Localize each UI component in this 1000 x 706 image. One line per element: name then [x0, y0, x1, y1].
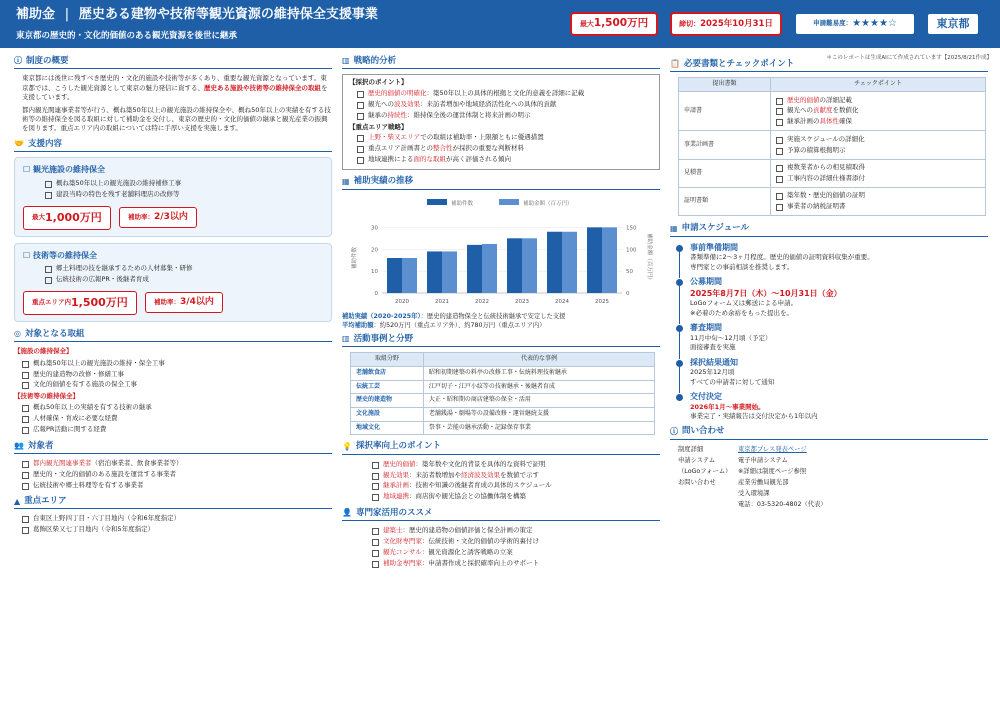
list-item: 郷土料理の技を継承するための人材募集・研修	[45, 264, 323, 273]
list-item: 歴史的価値：築年数や文化的背景を具体的な資料で証明	[372, 460, 660, 469]
y-tick-left: 20	[371, 246, 378, 253]
max-amount-badge: 最大 1,500万円	[570, 12, 658, 36]
list-item: 観光コンサル：観光資源化と誘客戦略の立案	[372, 548, 660, 557]
table-row: 申請書 歴史的価値の詳細記載 観光への貢献度を数値化 継承計画の具体性確保	[679, 92, 986, 131]
press-release-link[interactable]: 東京都プレス発表ページ	[738, 445, 807, 453]
schedule-step: 審査期間 11月中旬〜12月頃（予定） 面接審査を実施	[676, 322, 982, 352]
bar-amount	[562, 231, 577, 292]
page-title: 補助金 | 歴史ある建物や技術等観光資源の維持保全支援事業	[16, 7, 378, 22]
table-header: 提出書類	[679, 78, 771, 92]
list-item: 伝統技術や郷土料理等を有する事業者	[22, 481, 332, 490]
points-heading: 💡 採択率向上のポイント	[342, 440, 660, 454]
users-icon: 👥	[14, 440, 24, 450]
info-icon: ⓘ	[670, 426, 678, 436]
overview-text-1: 東京都には後世に残すべき歴史的・文化的施設や技術等が多くあり、重要な観光資源となっています。東京都では、こうした観光資源として東京の魅力発信に資する、歴史ある施設や技術等の維持保全の取組を支援しています。	[22, 74, 328, 102]
bar-chart-icon: ▦	[342, 176, 350, 186]
experts-heading: 👤 専門家活用のススメ	[342, 507, 660, 521]
table-row: 歴史的建造物 大正・昭和期の商店建築の保全・活用	[351, 394, 655, 408]
schedule-step: 公募期間 2025年8月7日（木）〜10月31日（金） LoGoフォーム又は郵送による申請。 ※必着のため余裕をもった提出を。	[676, 276, 982, 318]
info-icon: ⓘ	[14, 56, 22, 66]
list-item: 継承の持続性：維持保全後の運営体制と将来計画の明示	[357, 111, 653, 120]
bar-amount	[482, 244, 497, 293]
legend-swatch	[499, 199, 519, 205]
x-tick-label: 2025	[595, 298, 609, 305]
areas-heading: ▲ 重点エリア	[14, 495, 332, 509]
support-box-title: ☐ 観光施設の維持保全	[23, 165, 105, 175]
x-tick-label: 2020	[395, 298, 409, 305]
list-item: 上野・柴又エリアでの取組は補助率・上限額ともに優遇措置	[357, 133, 653, 142]
table-header: チェックポイント	[771, 78, 986, 92]
difficulty-stars: ★★★★☆	[852, 17, 897, 29]
targets-heading: ◎ 対象となる取組	[14, 328, 332, 342]
list-item: 概ね築50年以上の観光施設の維持・保全工事	[22, 359, 332, 368]
y-tick-left: 10	[371, 268, 378, 275]
list-item: 台東区上野四丁目・六丁目地内（令和6年度指定）	[22, 514, 332, 523]
schedule-heading: ▦ 申請スケジュール	[670, 222, 988, 236]
deadline-badge: 締切： 2025年10月31日	[670, 12, 782, 36]
results-heading: ▦ 補助実績の推移	[342, 175, 660, 189]
schedule-step: 交付決定 2026年1月〜事業開始。 事業完了・実績報告は交付決定から1年以内	[676, 391, 982, 421]
facility-max-pill: 最大 1,000万円	[23, 206, 111, 230]
table-header: 代表的な事例	[423, 353, 654, 367]
list-item: 歴史的・文化的価値のある施設を運営する事業者	[22, 470, 332, 479]
table-header: 取組分野	[351, 353, 424, 367]
list-item: 重点エリア計画書との整合性が採択の重要な判断材料	[357, 144, 653, 153]
chart-icon: ▥	[342, 334, 350, 344]
bar-count	[547, 231, 562, 292]
table-row: 事業計画書 実施スケジュールの詳細化 予算の積算根拠明示	[679, 131, 986, 159]
support-heading: 🤝 支援内容	[14, 138, 332, 152]
targets-group-title: 【施設の維持保全】	[14, 347, 73, 356]
region-badge: 東京都	[926, 12, 980, 36]
list-item: 伝統技術の広報PR・後継者育成	[45, 275, 323, 284]
list-item: 文化財専門家：伝統技術・文化的価値の学術的裏付け	[372, 537, 660, 546]
ai-generated-note: ＊このレポートは生成AIにて作成されています【2025/8/21作成】	[826, 55, 992, 61]
list-item: 歴史的建造物の改修・修繕工事	[22, 370, 332, 379]
lightbulb-icon: 💡	[342, 441, 352, 451]
docs-heading: 📋 必要書類とチェックポイント	[670, 58, 988, 72]
list-item: 概ね築50年以上の観光施設の維持補修工事	[45, 179, 323, 188]
list-item: 歴史的価値の明確化：築50年以上の具体的根拠と文化的意義を詳細に記載	[357, 89, 653, 98]
contact-info: 制度詳細 東京都プレス発表ページ 申請システム 電子申請システム （LoGoフォーム） ※詳細は制度ページ参照 お問い合わせ 産業労働局観光部 受入環境課 電話：03-5320-4802（代表）	[670, 445, 988, 510]
y-tick-right: 50	[626, 268, 633, 275]
list-item: 地域連携：商店街や観光協会との協働体制を構築	[372, 492, 660, 501]
support-box-facility	[14, 157, 332, 236]
x-tick-label: 2023	[515, 298, 529, 305]
list-item: 概ね50年以上の実績を有する技術の継承	[22, 403, 332, 412]
docs-table	[678, 77, 986, 216]
results-chart	[342, 195, 660, 307]
y-tick-right: 0	[626, 290, 630, 297]
y-tick-right: 150	[626, 224, 637, 231]
y-tick-right: 100	[626, 246, 637, 253]
cases-table	[350, 352, 655, 435]
bar-count	[427, 251, 442, 293]
header-bar	[0, 0, 1000, 48]
target-icon: ◎	[14, 329, 21, 339]
y-axis-label-right: 補助金額（百万円）	[646, 232, 652, 283]
targets-group-title: 【技術等の維持保全】	[14, 391, 79, 400]
warning-icon: ▲	[14, 496, 21, 506]
legend-label: 補助件数	[451, 200, 474, 207]
support-box-technique	[14, 243, 332, 322]
list-item: 補助金専門家：申請書作成と採択確率向上のサポート	[372, 559, 660, 568]
list-item: 文化的価値を有する施設の保全工事	[22, 380, 332, 389]
bar-amount	[522, 238, 537, 293]
bar-amount	[442, 251, 457, 293]
table-row: 地域文化 祭事・芸能の継承活動・記録保存事業	[351, 421, 655, 435]
results-summary: 補助実績（2020-2025年）：歴史的建造物保全と伝統技術継承で安定した支援	[342, 312, 566, 320]
bar-amount	[402, 258, 417, 293]
list-item: 人材確保・育成に必要な経費	[22, 414, 332, 423]
category-tag: 補助金	[16, 7, 56, 22]
bar-amount	[602, 227, 617, 293]
handshake-icon: 🤝	[14, 139, 24, 149]
list-item: 地域連携による面的な取組が高く評価される傾向	[357, 155, 653, 164]
eligible-heading: 👥 対象者	[14, 440, 332, 454]
x-tick-label: 2022	[475, 298, 489, 305]
bar-count	[587, 227, 602, 293]
strategy-box	[342, 74, 660, 170]
support-box-title: ☐ 技術等の維持保全	[23, 250, 97, 260]
list-item: 都内観光関連事業者（宿泊事業者、飲食事業者等）	[22, 459, 332, 468]
list-item: 観光効果：来訪者数増加や経済波及効果を数値で示す	[372, 471, 660, 480]
list-item: 葛飾区柴又七丁目地内（令和5年度指定）	[22, 525, 332, 534]
legend-label: 補助金額（百万円）	[523, 200, 573, 207]
y-tick-left: 0	[374, 290, 378, 297]
list-item: 継承計画：技術や知識の後継者育成の具体的スケジュール	[372, 481, 660, 490]
list-item: 建築士：歴史的建造物の価値評価と保全計画の策定	[372, 526, 660, 535]
table-row: 老舗飲食店 昭和初期建築の料亭の改修工事・伝統料理技術継承	[351, 366, 655, 380]
bar-count	[467, 244, 482, 292]
strategy-heading: ▥ 戦略的分析	[342, 55, 660, 69]
x-tick-label: 2021	[435, 298, 449, 305]
results-average: 平均補助額：約520万円（重点エリア外）、約780万円（重点エリア内）	[342, 321, 546, 329]
strategy-group-title: 【重点エリア戦略】	[349, 122, 408, 131]
technique-rate-pill: 補助率： 3/4以内	[145, 292, 223, 313]
bar-count	[507, 238, 522, 293]
cases-heading: ▥ 活動事例と分野	[342, 333, 660, 347]
facility-rate-pill: 補助率： 2/3以内	[119, 207, 197, 228]
schedule-step: 事前準備期間 書類準備に2〜3ヶ月程度。歴史的価値の証明資料収集が重要。 専門家との事前相談を推奨します。	[676, 242, 982, 272]
chart-icon: ▥	[342, 56, 350, 66]
x-tick-label: 2024	[555, 298, 569, 305]
calendar-icon: ▦	[670, 223, 678, 233]
clipboard-icon: 📋	[670, 59, 680, 69]
table-row: 証明書類 築年数・歴史的価値の証明 事業者の納税証明書	[679, 187, 986, 215]
page-subtitle: 東京都の歴史的・文化的価値のある観光資源を後世に継承	[16, 31, 238, 41]
legend-swatch	[427, 199, 447, 205]
list-item: 建設当時の特色を残す老舗料理店の改修等	[45, 190, 323, 199]
contact-heading: ⓘ 問い合わせ	[670, 425, 988, 439]
y-tick-left: 30	[371, 224, 378, 231]
program-title: 歴史ある建物や技術等観光資源の維持保全支援事業	[78, 7, 378, 22]
user-icon: 👤	[342, 508, 352, 518]
list-item: 広報PR活動に関する経費	[22, 425, 332, 434]
table-row: 伝統工芸 江戸切子・江戸小紋等の技術継承・後継者育成	[351, 380, 655, 394]
y-axis-label-left: 補助件数	[352, 246, 358, 269]
schedule-step: 採択結果通知 2025年12月頃 すべての申請者に対して通知	[676, 357, 982, 387]
schedule-timeline	[670, 242, 988, 422]
bar-count	[387, 258, 402, 293]
table-row: 文化施設 老舗銭湯・劇場等の設備改修・運営継続支援	[351, 407, 655, 421]
overview-text-2: 都内観光関連事業者等が行う、概ね築50年以上の観光施設の維持保全や、概ね50年以上の実績を有する技術等の維持保全を図る取組に対して補助金を交付し、東京の歴史的・文化的価値の継承と観光産業の振興を図ります。重点エリア内の取組については特に手厚い支援を実施します。	[22, 105, 331, 133]
list-item: 観光への波及効果：来訪者増加や地域経済活性化への具体的貢献	[357, 100, 653, 109]
difficulty-badge: 申請難易度： ★★★★☆	[794, 12, 916, 36]
table-row: 見積書 複数業者からの相見積取得 工事内容の詳細仕様書添付	[679, 159, 986, 187]
technique-max-pill: 重点エリア内 1,500万円	[23, 291, 137, 315]
overview-heading: ⓘ 制度の概要	[14, 55, 332, 69]
strategy-group-title: 【採択のポイント】	[349, 78, 408, 87]
